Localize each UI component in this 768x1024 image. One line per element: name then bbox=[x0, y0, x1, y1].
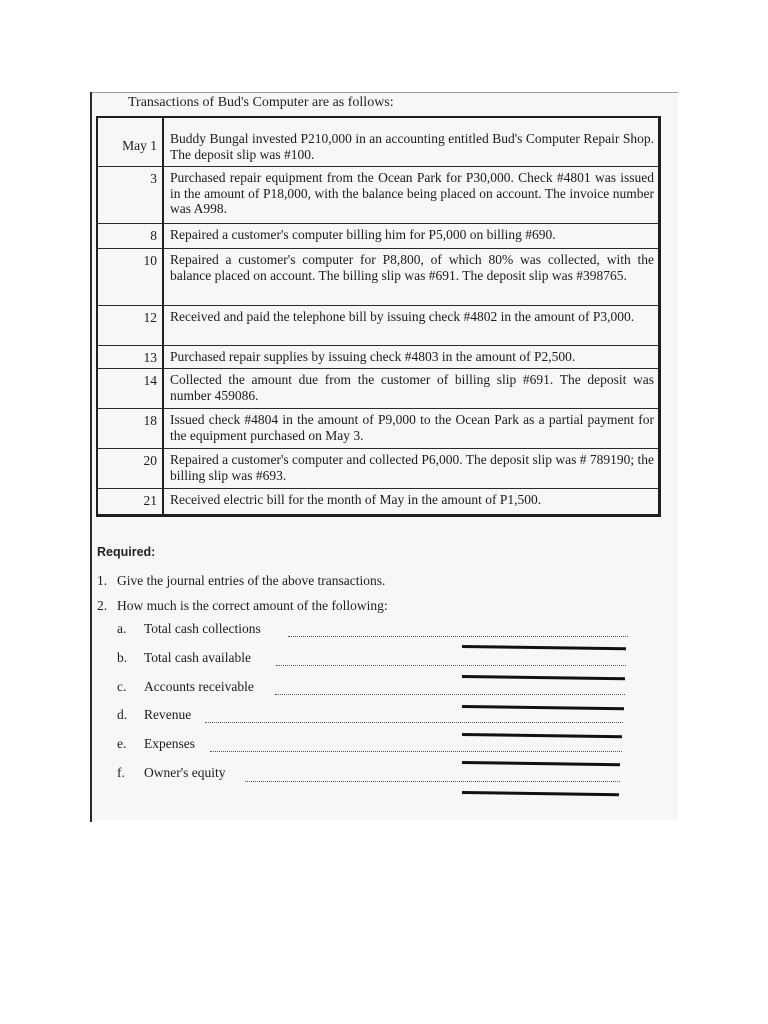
subquestion-text: Accounts receivable bbox=[144, 679, 254, 694]
subquestion-letter: a. bbox=[117, 621, 127, 636]
transaction-date: 21 bbox=[98, 489, 164, 514]
subquestion bbox=[117, 765, 226, 781]
requirement-number: 2. bbox=[97, 598, 108, 613]
transaction-date: 13 bbox=[98, 346, 164, 368]
requirement-item bbox=[97, 573, 385, 589]
subquestion bbox=[117, 736, 195, 752]
subquestion-letter: f. bbox=[117, 765, 125, 780]
answer-blank bbox=[245, 781, 620, 783]
answer-blank bbox=[210, 751, 622, 753]
requirement-text: How much is the correct amount of the following: bbox=[117, 598, 388, 613]
transaction-description: Purchased repair supplies by issuing check #4803 in the amount of P2,500. bbox=[170, 349, 576, 364]
transaction-date: 8 bbox=[98, 224, 164, 248]
transaction-row bbox=[98, 368, 658, 408]
subquestion-letter: c. bbox=[117, 679, 127, 694]
page-top-border bbox=[92, 92, 678, 93]
transactions-table bbox=[96, 116, 661, 517]
subquestion-text: Owner's equity bbox=[144, 765, 226, 780]
subquestion-text: Total cash available bbox=[144, 650, 252, 665]
transaction-row bbox=[98, 305, 658, 345]
subquestion-text: Revenue bbox=[144, 707, 192, 722]
required-heading: Required: bbox=[97, 545, 156, 559]
subquestion-text: Expenses bbox=[144, 736, 195, 751]
answer-blank bbox=[205, 722, 623, 724]
transaction-description: Collected the amount due from the customer of billing slip #691. The deposit was number 459086. bbox=[170, 372, 654, 403]
transaction-date: 10 bbox=[98, 249, 164, 305]
transaction-row bbox=[98, 345, 658, 368]
requirement-item bbox=[97, 598, 388, 614]
transaction-description: Issued check #4804 in the amount of P9,000 to the Ocean Park as a partial payment for the equipment purchased on May 3. bbox=[170, 412, 654, 443]
transaction-date: 12 bbox=[98, 306, 164, 345]
transaction-row bbox=[98, 118, 658, 166]
transaction-row bbox=[98, 248, 658, 305]
answer-blank bbox=[276, 665, 626, 667]
transaction-description: Purchased repair equipment from the Ocean Park for P30,000. Check #4801 was issued in the amount of P18,000, with the balance being placed on account. The invoice number was A998. bbox=[170, 170, 654, 216]
transaction-row bbox=[98, 408, 658, 448]
subquestion-letter: d. bbox=[117, 707, 128, 722]
answer-blank bbox=[288, 636, 628, 638]
page-left-border bbox=[90, 92, 92, 822]
answer-blank bbox=[275, 694, 625, 696]
subquestion bbox=[117, 679, 254, 695]
transaction-date: 14 bbox=[98, 369, 164, 408]
transaction-date: May 1 bbox=[98, 118, 164, 166]
subquestion bbox=[117, 650, 251, 666]
transaction-date: 20 bbox=[98, 449, 164, 488]
subquestion-letter: e. bbox=[117, 736, 127, 751]
transaction-description: Repaired a customer's computer and collected P6,000. The deposit slip was # 789190; the billing slip was #693. bbox=[170, 452, 654, 483]
requirement-number: 1. bbox=[97, 573, 108, 588]
subquestion-text: Total cash collections bbox=[144, 621, 261, 636]
transaction-row bbox=[98, 166, 658, 223]
transaction-description: Repaired a customer's computer for P8,800, of which 80% was collected, with the balance placed on account. The billing slip was #691. The deposit slip was #398765. bbox=[170, 252, 654, 283]
transaction-row bbox=[98, 223, 658, 248]
transaction-row bbox=[98, 488, 658, 514]
transaction-row bbox=[98, 448, 658, 488]
transaction-description: Received and paid the telephone bill by issuing check #4802 in the amount of P3,000. bbox=[170, 309, 635, 324]
transaction-description: Buddy Bungal invested P210,000 in an accounting entitled Bud's Computer Repair Shop. The deposit slip was #100. bbox=[170, 131, 654, 162]
transaction-description: Received electric bill for the month of May in the amount of P1,500. bbox=[170, 492, 542, 507]
subquestion bbox=[117, 621, 261, 637]
transaction-date: 3 bbox=[98, 167, 164, 223]
transaction-description: Repaired a customer's computer billing him for P5,000 on billing #690. bbox=[170, 227, 556, 242]
subquestion-letter: b. bbox=[117, 650, 128, 665]
transaction-date: 18 bbox=[98, 409, 164, 448]
requirement-text: Give the journal entries of the above transactions. bbox=[117, 573, 386, 588]
page-heading: Transactions of Bud's Computer are as follows: bbox=[128, 95, 394, 110]
subquestion bbox=[117, 707, 191, 723]
